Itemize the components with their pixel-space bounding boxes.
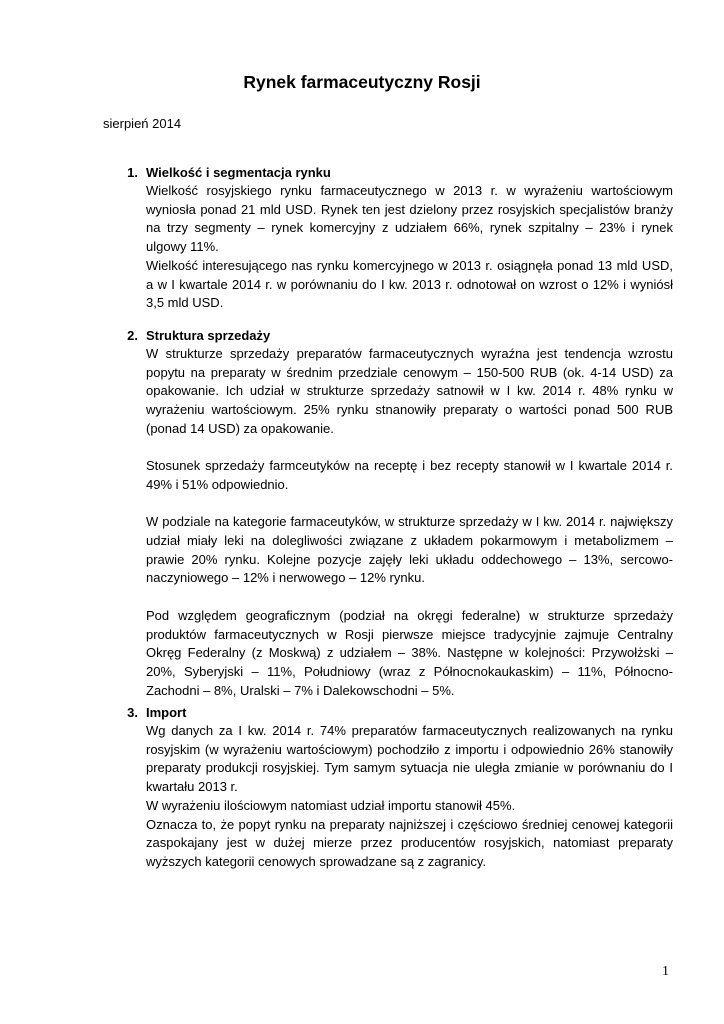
paragraph: Wielkość rosyjskiego rynku farmaceutycznego w 2013 r. w wyrażeniu wartościowym wyniosła ponad 21 mld USD. Rynek ten jest dzielony przez rosyjskich specjalistów branży na trzy segmenty – rynek komercyjny z udziałem 66%, rynek szpitalny – 23% i rynek ulgowy 11%. <box>146 183 673 255</box>
paragraph: W podziale na kategorie farmaceutyków, w strukturze sprzedaży w I kw. 2014 r. największy udział miały leki na dolegliwości związane z układem pokarmowym i metabolizmem – prawie 20% rynku. Kolejne pozycje zajęły leki układu oddechowego – 13%, sercowo-naczyniowego – 12% i nerwowego – 12% rynku. <box>146 514 673 586</box>
document-date: sierpień 2014 <box>103 116 182 131</box>
section-sales-structure <box>103 326 673 700</box>
paragraph: Wielkość interesującego nas rynku komercyjnego w 2013 r. osiągnęła ponad 13 mld USD, a w I kwartale 2014 r. w porównaniu do I kw. 2013 r. odnotował on wzrost o 12% i wyniósł 3,5 mld USD. <box>146 257 673 311</box>
paragraph: W strukturze sprzedaży preparatów farmaceutycznych wyraźna jest tendencja wzrostu popytu na preparaty w średnim przedziale cenowym – 150-500 RUB (ok. 4-14 USD) za opakowanie. Ich udział w strukturze sprzedaży satnowił w I kw. 2014 r. 48% rynku w wyrażeniu wartościowym. 25% rynku stnanowiły preparaty o wartości ponad 500 RUB (ponad 14 USD) za opakowanie. <box>146 346 673 436</box>
section-title: Import <box>146 705 187 720</box>
section-market-size <box>103 163 673 313</box>
paragraph: Oznacza to, że popyt rynku na preparaty najniższej i częściowo średniej cenowej kategorii zaspokajany jest w dużej mierze przez producentów rosyjskich, natomiast preparaty wyższych kategorii cenowych sprowadzane są z zagranicy. <box>146 816 673 869</box>
section-body <box>146 182 673 313</box>
section-number: 2. <box>127 328 138 343</box>
paragraph: Wg danych za I kw. 2014 r. 74% preparatów farmaceutycznych realizowanych na rynku rosyjskim (w wyrażeniu wartościowym) pochodziło z importu i odpowiednio 26% stanowiły preparaty produkcji rosyjskiej. Tym samym sytuacja nie uległa zmianie w porównaniu do I kwartału 2013 r. <box>146 723 673 795</box>
section-title: Wielkość i segmentacja rynku <box>146 165 331 180</box>
paragraph: Stosunek sprzedaży farmceutyków na receptę i bez recepty stanowił w I kwartale 2014 r. 49% i 51% odpowiednio. <box>146 458 673 492</box>
paragraph: W wyrażeniu ilościowym natomiast udział importu stanowił 45%. <box>146 797 516 813</box>
page-number: 1 <box>662 964 669 979</box>
section-heading <box>103 163 673 182</box>
section-body <box>146 345 673 700</box>
section-heading <box>103 703 673 722</box>
section-heading <box>103 326 673 345</box>
section-number: 1. <box>127 165 138 180</box>
document-title: Rynek farmaceutyczny Rosji <box>243 72 481 92</box>
section-import <box>103 703 673 872</box>
section-title: Struktura sprzedaży <box>146 328 271 343</box>
section-body <box>146 722 673 872</box>
paragraph: Pod względem geograficznym (podział na okręgi federalne) w strukturze sprzedaży produktów farmaceutycznych w Rosji pierwsze miejsce tradycyjnie zajmuje Centralny Okręg Federalny (z Moskwą) z udziałem – 38%. Następne w kolejności: Przywołżski – 20%, Syberyjski – 11%, Południowy (wraz z Północnokaukaskim) – 11%, Północno-Zachodni – 8%, Uralski – 7% i Dalekowschodni – 5%. <box>146 607 673 698</box>
section-number: 3. <box>127 705 138 720</box>
